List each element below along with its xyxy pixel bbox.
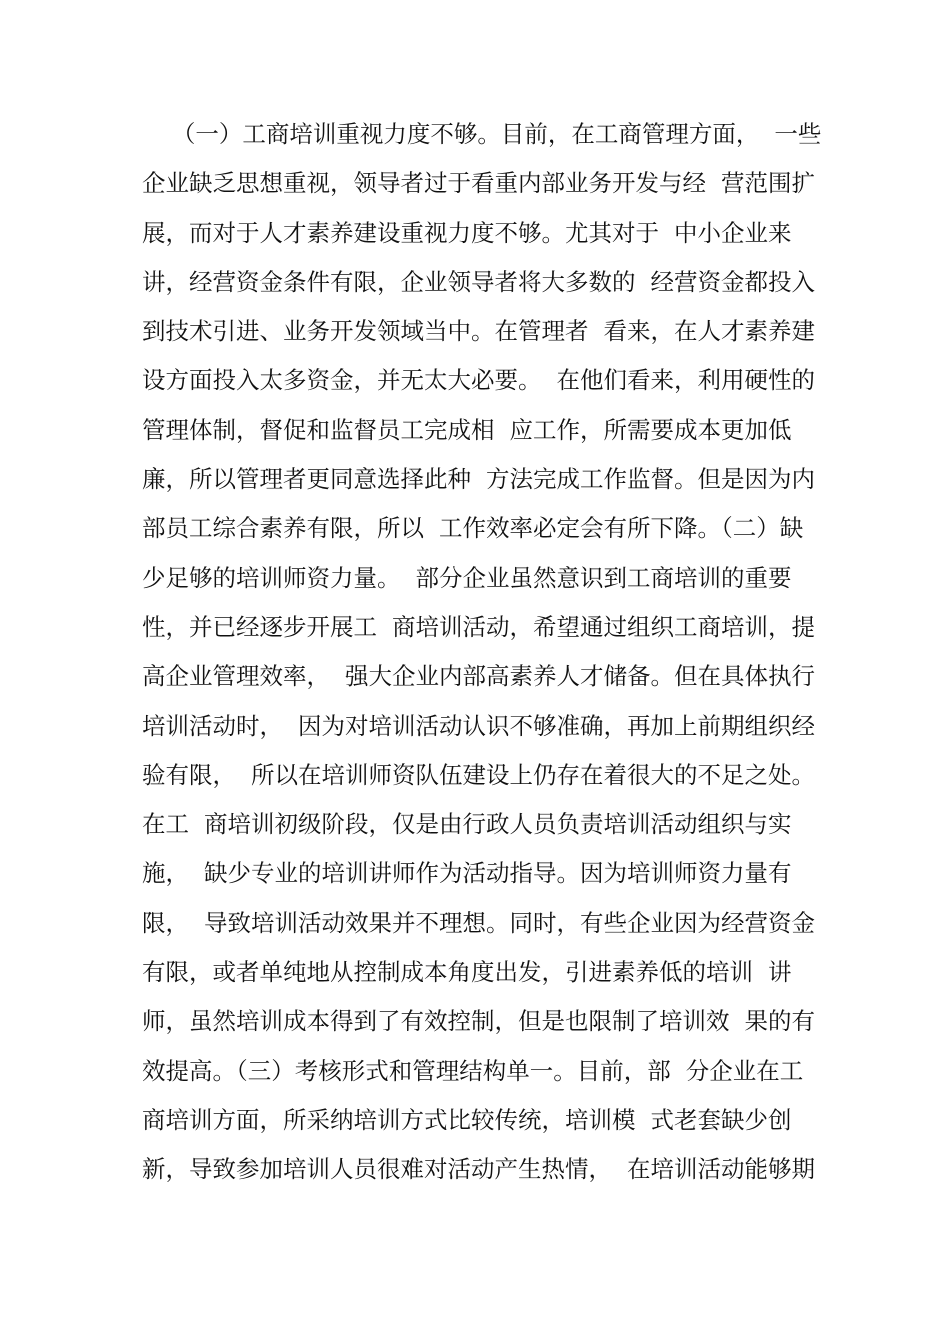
text-line-19: 师，虽然培训成本得到了有效控制，但是也限制了培训效 果的有: [142, 1007, 815, 1036]
text-line-11: 性，并已经逐步开展工 商培训活动，希望通过组织工商培训，提: [142, 612, 815, 641]
text-line-13: 培训活动时， 因为对培训活动认识不够准确，再加上前期组织经: [142, 711, 815, 740]
text-line-22: 新，导致参加培训人员很难对活动产生热情， 在培训活动能够期: [142, 1155, 815, 1184]
text-line-21: 商培训方面，所采纳培训方式比较传统，培训模 式老套缺少创: [142, 1105, 792, 1134]
text-line-17: 限， 导致培训活动效果并不理想。同时，有些企业因为经营资金: [142, 908, 815, 937]
text-line-1: （一）工商培训重视力度不够。目前，在工商管理方面， 一些: [142, 120, 822, 148]
text-line-5: 到技术引进、业务开发领域当中。在管理者 看来，在人才素养建: [142, 317, 815, 346]
text-line-18: 有限，或者单纯地从控制成本角度出发，引进素养低的培训 讲: [142, 958, 792, 987]
text-line-20: 效提高。（三）考核形式和管理结构单一。目前，部 分企业在工: [142, 1056, 804, 1085]
text-line-8: 廉，所以管理者更同意选择此种 方法完成工作监督。但是因为内: [142, 465, 815, 494]
text-line-14: 验有限， 所以在培训师资队伍建设上仍存在着很大的不足之处。: [142, 760, 815, 789]
text-line-15: 在工 商培训初级阶段，仅是由行政人员负责培训活动组织与实: [142, 810, 792, 839]
text-line-3: 展，而对于人才素养建设重视力度不够。尤其对于 中小企业来: [142, 218, 792, 247]
text-line-2: 企业缺乏思想重视，领导者过于看重内部业务开发与经 营范围扩: [142, 169, 815, 198]
text-line-9: 部员工综合素养有限，所以 工作效率必定会有所下降。（二）缺: [142, 514, 804, 543]
text-line-6: 设方面投入太多资金，并无太大必要。 在他们看来，利用硬性的: [142, 366, 815, 395]
body-text: [142, 110, 842, 1195]
text-line-10: 少足够的培训师资力量。 部分企业虽然意识到工商培训的重要: [142, 563, 792, 592]
text-line-16: 施， 缺少专业的培训讲师作为活动指导。因为培训师资力量有: [142, 859, 792, 888]
text-line-4: 讲，经营资金条件有限，企业领导者将大多数的 经营资金都投入: [142, 267, 815, 296]
text-line-12: 高企业管理效率， 强大企业内部高素养人才储备。但在具体执行: [142, 662, 815, 691]
text-line-7: 管理体制，督促和监督员工完成相 应工作，所需要成本更加低: [142, 415, 792, 444]
